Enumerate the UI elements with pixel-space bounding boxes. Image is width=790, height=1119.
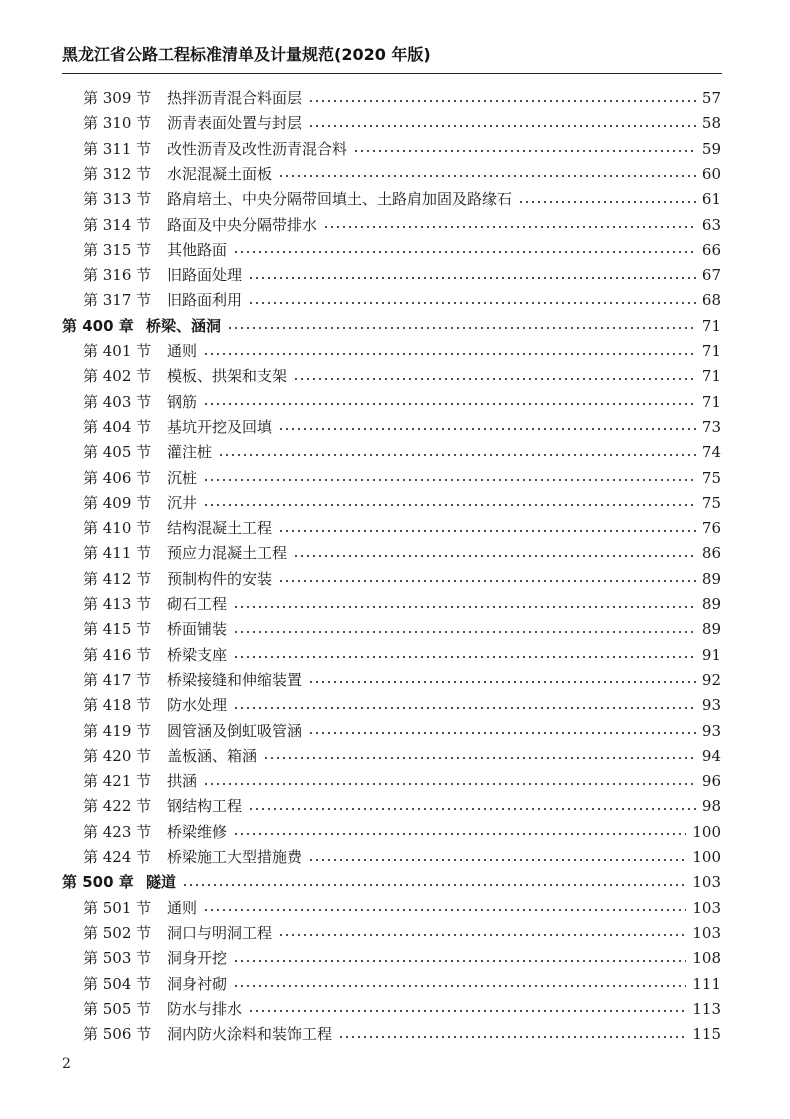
toc-entry-number: 第 419 节 (83, 721, 152, 740)
toc-entry-title: 沉井 (167, 493, 198, 512)
toc-entry-page: 89 (701, 569, 721, 588)
toc-entry-number: 第 411 节 (83, 544, 152, 563)
toc-entry-page: 115 (692, 1025, 721, 1044)
dot-leader (203, 403, 696, 405)
toc-entry-page: 63 (701, 215, 721, 234)
toc-entry-title: 改性沥青及改性沥青混合料 (167, 139, 348, 158)
toc-entry-number: 第 415 节 (83, 620, 152, 639)
toc-entry-number: 第 500 章 (62, 873, 134, 892)
toc-section-entry (83, 137, 721, 162)
dot-leader (233, 251, 696, 253)
dot-leader (233, 960, 686, 962)
toc-section-entry (83, 668, 721, 693)
toc-entry-page: 98 (701, 797, 721, 816)
toc-entry-number: 第 416 节 (83, 645, 152, 664)
toc-entry-page: 96 (701, 772, 721, 791)
toc-entry-title: 洞身衬砌 (167, 974, 228, 993)
toc-entry-page: 58 (701, 114, 721, 133)
dot-leader (308, 100, 696, 102)
toc-entry-page: 74 (701, 443, 721, 462)
toc-entry-title: 沉桩 (167, 468, 198, 487)
toc-entry-page: 93 (701, 721, 721, 740)
toc-section-entry (83, 567, 721, 592)
toc-section-entry (83, 111, 721, 136)
toc-section-entry (83, 972, 721, 997)
toc-entry-page: 73 (701, 417, 721, 436)
toc-entry-title: 模板、拱架和支架 (167, 367, 288, 386)
toc-entry-page: 103 (692, 923, 721, 942)
toc-entry-number: 第 420 节 (83, 746, 152, 765)
toc-entry-title: 基坑开挖及回填 (167, 417, 273, 436)
toc-entry-title: 洞口与明洞工程 (167, 923, 273, 942)
dot-leader (518, 201, 696, 203)
toc-entry-title: 通则 (167, 898, 198, 917)
toc-entry-title: 桥梁支座 (167, 645, 228, 664)
dot-leader (323, 226, 696, 228)
toc-entry-number: 第 502 节 (83, 923, 152, 942)
toc-section-entry (83, 516, 721, 541)
dot-leader (263, 757, 696, 759)
toc-entry-number: 第 405 节 (83, 443, 152, 462)
toc-entry-title: 洞身开挖 (167, 949, 228, 968)
toc-entry-page: 57 (701, 89, 721, 107)
dot-leader (203, 504, 696, 506)
toc-entry-title: 路肩培土、中央分隔带回填土、土路肩加固及路缘石 (167, 190, 513, 209)
dot-leader (203, 479, 696, 481)
dot-leader (278, 175, 696, 177)
toc-section-entry (83, 820, 721, 845)
toc-section-entry (83, 162, 721, 187)
toc-entry-title: 预制构件的安装 (167, 569, 273, 588)
toc-entry-number: 第 404 节 (83, 417, 152, 436)
toc-entry-title: 其他路面 (167, 240, 228, 259)
toc-section-entry (83, 794, 721, 819)
toc-entry-title: 拱涵 (167, 772, 198, 791)
toc-entry-page: 100 (692, 822, 721, 841)
toc-entry-title: 桥面铺装 (167, 620, 228, 639)
dot-leader (203, 353, 696, 355)
toc-section-entry (83, 213, 721, 238)
toc-entry-page: 71 (701, 316, 721, 335)
toc-entry-title: 结构混凝土工程 (167, 519, 273, 538)
toc-entry-title: 桥梁施工大型措施费 (167, 848, 303, 866)
toc-entry-title: 防水处理 (167, 696, 228, 715)
toc-section-entry (83, 415, 721, 440)
toc-entry-number: 第 317 节 (83, 291, 152, 310)
toc-entry-page: 76 (701, 519, 721, 538)
dot-leader (308, 859, 686, 861)
toc-entry-number: 第 309 节 (83, 89, 152, 107)
dot-leader (278, 530, 696, 532)
toc-section-entry (83, 719, 721, 744)
toc-entry-page: 111 (692, 974, 721, 993)
toc-entry-page: 60 (701, 164, 721, 183)
toc-entry-title: 热拌沥青混合料面层 (167, 89, 303, 107)
toc-entry-number: 第 403 节 (83, 392, 152, 411)
dot-leader (278, 934, 686, 936)
toc-section-entry (83, 997, 721, 1022)
toc-entry-number: 第 417 节 (83, 670, 152, 689)
toc-entry-title: 通则 (167, 342, 198, 360)
toc-entry-title: 防水与排水 (167, 999, 243, 1018)
toc-entry-page: 92 (701, 670, 721, 689)
header-rule (62, 73, 722, 74)
toc-section-entry (83, 440, 721, 465)
toc-entry-title: 钢筋 (167, 392, 198, 411)
toc-entry-page: 93 (701, 696, 721, 715)
toc-entry-page: 89 (701, 620, 721, 639)
dot-leader (248, 1010, 686, 1012)
dot-leader (227, 327, 696, 329)
toc-entry-title: 盖板涵、箱涵 (167, 746, 258, 765)
toc-entry-number: 第 503 节 (83, 949, 152, 968)
toc-entry-number: 第 424 节 (83, 848, 152, 866)
toc-section-entry (83, 263, 721, 288)
toc-entry-title: 旧路面处理 (167, 266, 243, 285)
toc-section-entry (83, 617, 721, 642)
dot-leader (233, 606, 696, 608)
toc-entry-title: 桥梁、涵洞 (146, 316, 222, 335)
toc-entry-page: 94 (701, 746, 721, 765)
toc-entry-title: 桥梁维修 (167, 822, 228, 841)
toc-section-entry (83, 364, 721, 389)
toc-entry-page: 71 (701, 342, 721, 360)
toc-entry-page: 75 (701, 468, 721, 487)
dot-leader (308, 125, 696, 127)
dot-leader (293, 378, 696, 380)
dot-leader (278, 428, 696, 430)
toc-entry-number: 第 401 节 (83, 342, 152, 360)
toc-entry-page: 113 (692, 999, 721, 1018)
toc-entry-title: 预应力混凝土工程 (167, 544, 288, 563)
toc-entry-number: 第 501 节 (83, 898, 152, 917)
toc-entry-number: 第 413 节 (83, 595, 152, 613)
toc-section-entry (83, 946, 721, 971)
toc-entry-number: 第 422 节 (83, 797, 152, 816)
toc-entry-number: 第 314 节 (83, 215, 152, 234)
toc-chapter-entry (62, 314, 721, 339)
dot-leader (278, 580, 696, 582)
toc-section-entry (83, 339, 721, 364)
dot-leader (248, 277, 696, 279)
toc-entry-page: 100 (692, 848, 721, 866)
toc-section-entry (83, 744, 721, 769)
toc-entry-number: 第 316 节 (83, 266, 152, 285)
toc-entry-number: 第 421 节 (83, 772, 152, 791)
dot-leader (233, 707, 696, 709)
dot-leader (353, 150, 696, 152)
toc-entry-page: 86 (701, 544, 721, 563)
dot-leader (308, 732, 696, 734)
toc-section-entry (83, 390, 721, 415)
toc-entry-number: 第 506 节 (83, 1025, 152, 1044)
dot-leader (248, 302, 696, 304)
toc-entry-number: 第 400 章 (62, 316, 134, 335)
toc-entry-number: 第 313 节 (83, 190, 152, 209)
toc-entry-title: 旧路面利用 (167, 291, 243, 310)
dot-leader (338, 1036, 686, 1038)
toc-entry-page: 89 (701, 595, 721, 613)
running-header: 黑龙江省公路工程标准清单及计量规范(2020 年版) (62, 45, 431, 64)
page-number: 2 (62, 1056, 71, 1072)
toc-section-entry (83, 1022, 721, 1047)
dot-leader (182, 884, 686, 886)
toc-section-entry (83, 921, 721, 946)
toc-entry-title: 钢结构工程 (167, 797, 243, 816)
toc-section-entry (83, 896, 721, 921)
dot-leader (233, 833, 686, 835)
toc-entry-number: 第 312 节 (83, 164, 152, 183)
toc-entry-page: 59 (701, 139, 721, 158)
toc-entry-title: 路面及中央分隔带排水 (167, 215, 318, 234)
dot-leader (233, 631, 696, 633)
toc-chapter-entry (62, 870, 721, 895)
toc-section-entry (83, 491, 721, 516)
dot-leader (233, 656, 696, 658)
toc-entry-number: 第 311 节 (83, 139, 152, 158)
toc-entry-page: 91 (701, 645, 721, 664)
toc-section-entry (83, 693, 721, 718)
toc-section-entry (83, 541, 721, 566)
toc-entry-number: 第 402 节 (83, 367, 152, 386)
dot-leader (248, 808, 696, 810)
dot-leader (218, 454, 696, 456)
toc-section-entry (83, 187, 721, 212)
toc-entry-page: 71 (701, 392, 721, 411)
toc-entry-page: 75 (701, 493, 721, 512)
toc-section-entry (83, 643, 721, 668)
toc-entry-number: 第 418 节 (83, 696, 152, 715)
toc-entry-page: 103 (692, 873, 721, 892)
toc-entry-page: 108 (692, 949, 721, 968)
toc-entry-page: 66 (701, 240, 721, 259)
toc-section-entry (83, 86, 721, 111)
toc-entry-number: 第 504 节 (83, 974, 152, 993)
dot-leader (308, 681, 696, 683)
toc-entry-title: 隧道 (146, 873, 177, 892)
toc-entry-title: 灌注桩 (167, 443, 213, 462)
toc-section-entry (83, 466, 721, 491)
toc-entry-page: 71 (701, 367, 721, 386)
toc-entry-number: 第 409 节 (83, 493, 152, 512)
toc-entry-number: 第 406 节 (83, 468, 152, 487)
dot-leader (203, 783, 696, 785)
toc-entry-number: 第 423 节 (83, 822, 152, 841)
toc-entry-title: 桥梁接缝和伸缩装置 (167, 670, 303, 689)
toc-entry-number: 第 412 节 (83, 569, 152, 588)
toc-section-entry (83, 238, 721, 263)
toc-section-entry (83, 592, 721, 617)
toc-entry-number: 第 505 节 (83, 999, 152, 1018)
toc-entry-title: 沥青表面处置与封层 (167, 114, 303, 133)
toc-entry-page: 68 (701, 291, 721, 310)
dot-leader (293, 555, 696, 557)
toc-section-entry (83, 845, 721, 870)
toc-entry-number: 第 315 节 (83, 240, 152, 259)
toc-entry-title: 圆管涵及倒虹吸管涵 (167, 721, 303, 740)
dot-leader (233, 985, 686, 987)
toc-entry-page: 67 (701, 266, 721, 285)
toc-section-entry (83, 769, 721, 794)
toc-entry-page: 61 (701, 190, 721, 209)
dot-leader (203, 909, 686, 911)
toc-entry-title: 水泥混凝土面板 (167, 164, 273, 183)
toc-entry-title: 砌石工程 (167, 595, 228, 613)
toc-entry-title: 洞内防火涂料和装饰工程 (167, 1025, 333, 1044)
toc-section-entry (83, 288, 721, 313)
toc-entry-page: 103 (692, 898, 721, 917)
toc-entry-number: 第 410 节 (83, 519, 152, 538)
toc-entry-number: 第 310 节 (83, 114, 152, 133)
